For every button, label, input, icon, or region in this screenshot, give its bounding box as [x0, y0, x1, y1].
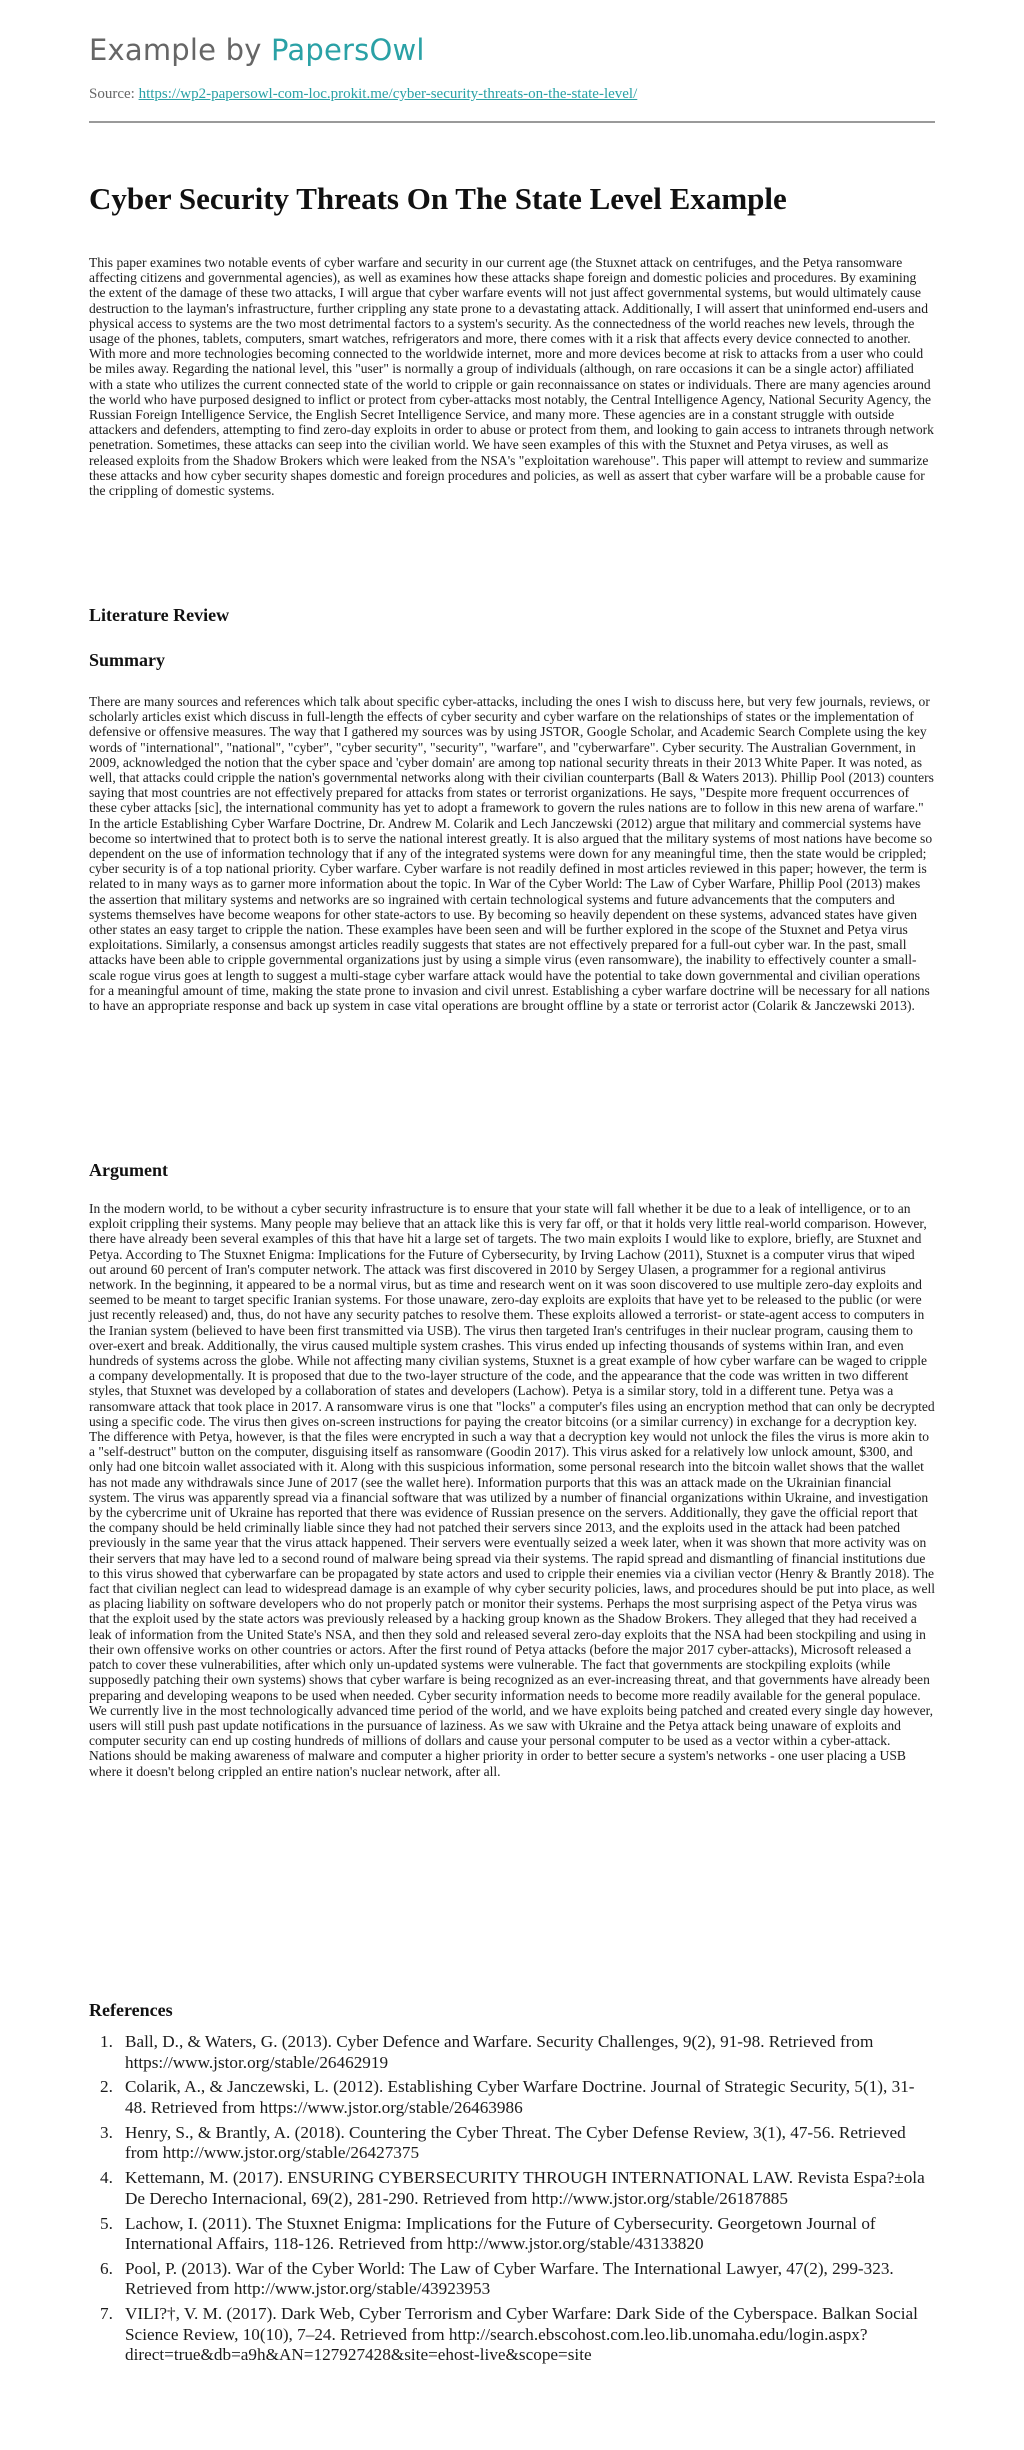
reference-number: 1.: [100, 2032, 113, 2051]
reference-item: [89, 2214, 935, 2255]
reference-item: [89, 2032, 935, 2073]
references-list: [89, 2032, 935, 2370]
reference-item: [89, 2123, 935, 2164]
argument-heading: Argument: [89, 1160, 168, 1180]
argument-paragraph: In the modern world, to be without a cyber security infrastructure is to ensure that your state will fall whether it be due to a leak of intelligence, or to an exploit crippling their systems. Many people may believe that an attack like this is very far off, or that it holds very little real-world comparison. However, there have already been several examples of this that have hit a large set of targets. The two main exploits I would like to explore, briefly, are Stuxnet and Petya. According to The Stuxnet Enigma: Implications for the Future of Cybersecurity, by Irving Lachow (2011), Stuxnet is a computer virus that wiped out around 60 percent of Iran's computer network. The attack was first discovered in 2010 by Sergey Ulasen, a programmer for a regional antivirus network. In the beginning, it appeared to be a normal virus, but as time and research went on it was soon discovered to use multiple zero-day exploits and seemed to be meant to target specific Iranian systems. For those unaware, zero-day exploits are exploits that have yet to be released to the public (or were just recently released) and, thus, do not have any security patches to resolve them. These exploits allowed a terrorist- or state-agent access to computers in the Iranian system (believed to have been first transmitted via USB). The virus then targeted Iran's centrifuges in their nuclear program, causing them to over-exert and break. Additionally, the virus caused multiple system crashes. This virus ended up infecting thousands of systems within Iran, and even hundreds of systems across the globe. While not affecting many civilian systems, Stuxnet is a great example of how cyber warfare can be waged to cripple a company developmentally. It is proposed that due to the two-layer structure of the code, and the appearance that the code was written in two different styles, that Stuxnet was developed by a collaboration of states and developers (Lachow). Petya is a similar story, told in a different tune. Petya was a ransomware attack that took place in 2017. A ransomware virus is one that "locks" a computer's files using an encryption method that can only be decrypted using a specific code. The virus then gives on-screen instructions for paying the creator bitcoins (or a similar currency) in exchange for a decryption key. The difference with Petya, however, is that the files were encrypted in such a way that a decryption key would not unlock the files the virus is more akin to a "self-destruct" button on the computer, disguising itself as ransomware (Goodin 2017). This virus asked for a relatively low unlock amount, $300, and only had one bitcoin wallet associated with it. Along with this suspicious information, some personal research into the bitcoin wallet shows that the wallet has not made any withdrawals since June of 2017 (see the wallet here). Information purports that this was an attack made on the Ukrainian financial system. The virus was apparently spread via a financial software that was utilized by a number of financial organizations within Ukraine, and investigation by the cybercrime unit of Ukraine has reported that there was evidence of Russian presence on the servers. Additionally, they gave the official report that the company should be held criminally liable since they had not patched their servers since 2013, and the exploits used in the attack had been patched previously in the same year that the virus attack happened. Their servers were eventually seized a week later, when it was shown that more activity was on their servers that may have led to a second round of malware being spread via their systems. The rapid spread and dismantling of financial institutions due to this virus showed that cyberwarfare can be propagated by state actors and used to cripple their enemies via a civilian vector (Henry & Brantly 2018). The fact that civilian neglect can lead to widespread damage is an example of why cyber security policies, laws, and procedures should be put into place, as well as placing liability on software developers who do not properly patch or monitor their systems. Perhaps the most surprising aspect of the Petya virus was that the exploit used by the state actors was previously released by a hacking group known as the Shadow Brokers. They alleged that they had received a leak of information from the United State's NSA, and then they sold and released several zero-day exploits that the NSA had been stockpiling and using in their own offensive works on other countries or actors. After the first round of Petya attacks (before the major 2017 cyber-attacks), Microsoft released a patch to cover these vulnerabilities, after which only un-updated systems were vulnerable. The fact that governments are stockpiling exploits (while supposedly patching their own systems) shows that cyber warfare is being recognized as an ever-increasing threat, and that governments have already been preparing and developing weapons to be used when needed. Cyber security information needs to become more readily available for the general populace. We currently live in the most technologically advanced time period of the world, and we have exploits being patched and created every single day however, users will still push past update notifications in the pursuance of laziness. As we saw with Ukraine and the Petya attack being unaware of exploits and computer security can end up costing hundreds of millions of dollars and cause your personal computer to be used as a vector within a cyber-attack. Nations should be making awareness of malware and computer a higher priority in order to better secure a system's networks - one user placing a USB where it doesn't belong crippled an entire nation's nuclear network, after all.: [89, 1201, 936, 1779]
literature-review-heading: Literature Review: [89, 605, 230, 625]
summary-paragraph: There are many sources and references which talk about specific cyber-attacks, including the ones I wish to discuss here, but very few journals, reviews, or scholarly articles exist which discuss in full-length the effects of cyber security and cyber warfare on the relationships of states or the implementation of defensive or offensive measures. The way that I gathered my sources was by using JSTOR, Google Scholar, and Academic Search Complete using the key words of "international", "national", "cyber", "cyber security", "security", "warfare", and "cyberwarfare". Cyber security. The Australian Government, in 2009, acknowledged the notion that the cyber space and 'cyber domain' are among top national security threats in their 2013 White Paper. It was noted, as well, that attacks could cripple the nation's governmental networks along with their civilian counterparts (Ball & Waters 2013). Phillip Pool (2013) counters saying that most countries are not effectively prepared for attacks from states or terrorist organizations. He says, "Despite more frequent occurrences of these cyber attacks [sic], the international community has yet to adopt a framework to govern the rules nations are to follow in this new arena of warfare." In the article Establishing Cyber Warfare Doctrine, Dr. Andrew M. Colarik and Lech Janczewski (2012) argue that military and commercial systems have become so intertwined that to protect both is to serve the national interest greatly. It is also argued that the military systems of most nations have become so dependent on the use of information technology that if any of the integrated systems were down for any meaningful time, then the state would be crippled; cyber security is of a top national priority. Cyber warfare. Cyber warfare is not readily defined in most articles reviewed in this paper; however, the term is related to in many ways as to garner more information about the topic. In War of the Cyber World: The Law of Cyber Warfare, Phillip Pool (2013) makes the assertion that military systems and networks are so ingrained with certain technological systems and future advancements that the computers and systems themselves have become weapons for other state-actors to use. By becoming so heavily dependent on these systems, advanced states have given other states an easy target to cripple the nation. These examples have been seen and will be further explored in the scope of the Stuxnet and Petya virus exploitations. Similarly, a consensus amongst articles readily suggests that states are not effectively prepared for a full-out cyber war. In the past, small attacks have been able to cripple governmental organizations just by using a simple virus (even ransomware), the inability to effectively counter a small-scale rogue virus goes at length to suggest a multi-stage cyber warfare attack would have the potential to take down governmental and civilian operations for a meaningful amount of time, making the state prone to invasion and civil unrest. Establishing a cyber warfare doctrine will be necessary for all nations to have an appropriate response and back up system in case vital operations are brought offline by a state or terrorist actor (Colarik & Janczewski 2013).: [89, 694, 934, 1014]
reference-item: [89, 2304, 935, 2366]
brand-header: [89, 33, 425, 67]
source-line: [89, 86, 637, 103]
reference-text: Ball, D., & Waters, G. (2013). Cyber Defence and Warfare. Security Challenges, 9(2), 91-98. Retrieved from https://www.jstor.org/stable/26462919: [125, 2032, 874, 2072]
header-divider: [89, 121, 935, 123]
reference-text: Lachow, I. (2011). The Stuxnet Enigma: Implications for the Future of Cybersecurity. Georgetown Journal of International Affairs, 118-126. Retrieved from http://www.jstor.org/stable/43133820: [125, 2213, 876, 2254]
reference-text: Colarik, A., & Janczewski, L. (2012). Establishing Cyber Warfare Doctrine. Journal of Strategic Security, 5(1), 31-48. Retrieved from https://www.jstor.org/stable/26463986: [125, 2077, 915, 2117]
source-label: Source:: [89, 86, 139, 102]
source-link[interactable]: https://wp2-papersowl-com-loc.prokit.me/cyber-security-threats-on-the-state-level/: [138, 86, 638, 102]
brand-prefix: Example by: [89, 33, 272, 67]
reference-number: 7.: [100, 2304, 113, 2324]
summary-heading: Summary: [89, 650, 165, 670]
reference-number: 2.: [100, 2077, 113, 2097]
references-heading: References: [89, 2000, 173, 2020]
intro-paragraph: This paper examines two notable events of cyber warfare and security in our current age (the Stuxnet attack on centrifuges, and the Petya ransomware affecting citizens and governmental agencies), as well as examines how these attacks shape foreign and domestic policies and procedures. By examining the extent of the damage of these two attacks, I will argue that cyber warfare events will not just affect governmental systems, but would ultimately cause destruction to the layman's infrastructure, further crippling any state prone to a devastating attack. Additionally, I will assert that uninformed end-users and physical access to systems are the two most detrimental factors to a system's security. As the connectedness of the world reaches new levels, through the usage of the phones, tablets, computers, smart watches, refrigerators and more, there comes with it a risk that affects every device connected to another. With more and more technologies becoming connected to the worldwide internet, more and more devices become at risk to attacks from a user who could be miles away. Regarding the national level, this "user" is normally a group of individuals (although, on rare occasions it can be a single actor) affiliated with a state who utilizes the current connected state of the world to cripple or gain reconnaissance on states or individuals. There are many agencies around the world who have purposed designed to inflict or protect from cyber-attacks most notably, the Central Intelligence Agency, National Security Agency, the Russian Foreign Intelligence Service, the English Secret Intelligence Service, and many more. These agencies are in a constant struggle with outside attackers and defenders, attempting to find zero-day exploits in order to abuse or protect from them, and looking to gain access to intranets through network penetration. Sometimes, these attacks can seep into the civilian world. We have seen examples of this with the Stuxnet and Petya viruses, as well as released exploits from the Shadow Brokers which were leaked from the NSA's "exploitation warehouse". This paper will attempt to review and summarize these attacks and how cyber security shapes domestic and foreign procedures and policies, as well as assert that cyber warfare will be a probable cause for the crippling of domestic systems.: [89, 255, 934, 499]
reference-text: VILI?†, V. M. (2017). Dark Web, Cyber Terrorism and Cyber Warfare: Dark Side of the Cyberspace. Balkan Social Science Review, 10(10), 7–24. Retrieved from http://search.ebscohost.com.leo.lib.unomaha.edu/login.aspx?direct=true&db=a9h&AN=127927428&site=ehost-live&scope=site: [125, 2304, 918, 2365]
brand-logo-link[interactable]: PapersOwl: [271, 33, 425, 67]
reference-item: [89, 2259, 935, 2300]
reference-number: 6.: [100, 2258, 113, 2278]
reference-number: 5.: [100, 2213, 113, 2233]
reference-item: [89, 2168, 935, 2209]
reference-number: 4.: [100, 2168, 113, 2188]
reference-text: Henry, S., & Brantly, A. (2018). Countering the Cyber Threat. The Cyber Defense Review, 3(1), 47-56. Retrieved from http://www.jstor.org/stable/26427375: [125, 2122, 906, 2163]
reference-text: Kettemann, M. (2017). ENSURING CYBERSECURITY THROUGH INTERNATIONAL LAW. Revista Espa?±ola De Derecho Internacional, 69(2), 281-290. Retrieved from http://www.jstor.org/stable/26187885: [125, 2168, 925, 2208]
document-title: Cyber Security Threats On The State Level Example: [89, 181, 787, 216]
reference-text: Pool, P. (2013). War of the Cyber World: The Law of Cyber Warfare. The International Lawyer, 47(2), 299-323. Retrieved from http://www.jstor.org/stable/43923953: [125, 2258, 894, 2299]
reference-item: [89, 2077, 935, 2118]
reference-number: 3.: [100, 2122, 113, 2142]
